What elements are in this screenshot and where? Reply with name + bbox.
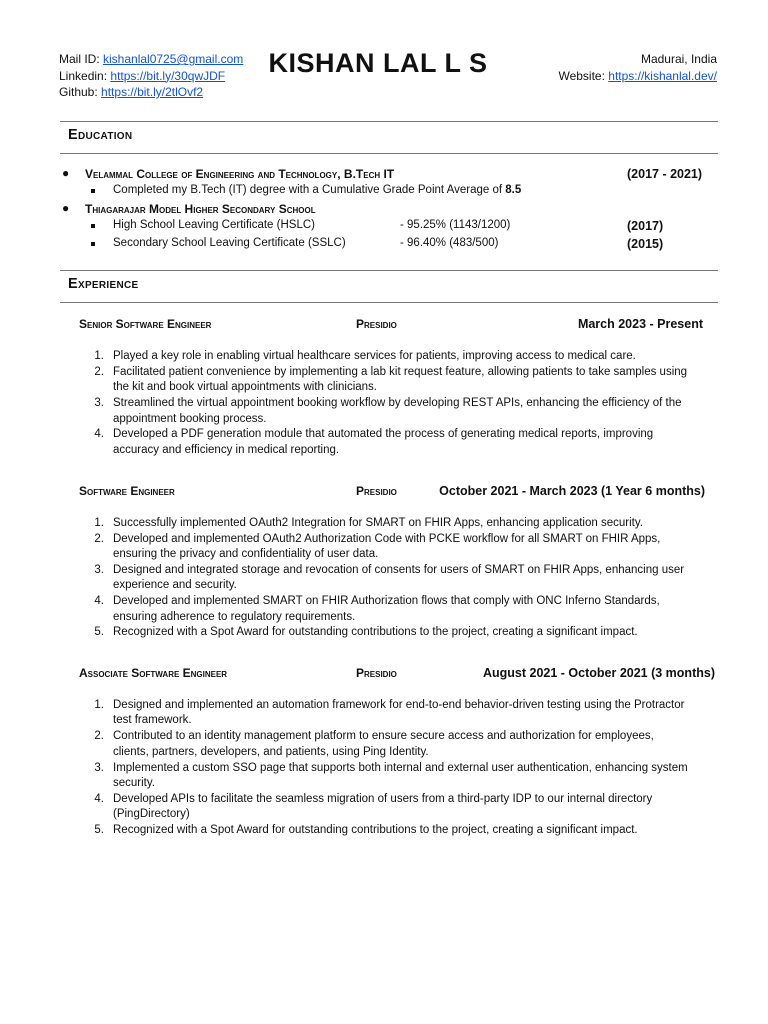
candidate-name: KISHAN LAL L S [268, 48, 488, 78]
website-label: Website: [558, 68, 605, 83]
experience-heading: Experience [68, 276, 139, 292]
job-role: Software Engineer [79, 484, 175, 498]
linkedin-link[interactable]: https://bit.ly/30qwJDF [110, 68, 226, 83]
divider [60, 302, 718, 303]
sslc-score: - 96.40% (483/500) [400, 237, 499, 249]
contact-right [558, 51, 717, 84]
github-label: Github: [59, 85, 98, 99]
hslc-score: - 95.25% (1143/1200) [400, 219, 511, 231]
college-years: (2017 - 2021) [627, 167, 703, 181]
hslc-year: (2017) [627, 219, 664, 233]
square-bullet-icon [91, 224, 95, 228]
divider [60, 270, 718, 271]
square-bullet-icon [91, 189, 95, 193]
college-detail [113, 184, 521, 196]
linkedin-label: Linkedin: [59, 68, 108, 83]
job-role: Senior Software Engineer [79, 317, 212, 331]
college-name: Velammal College of Engineering and Technology, B.Tech IT [85, 167, 395, 181]
square-bullet-icon [91, 242, 95, 246]
job-dates: March 2023 - Present [577, 317, 703, 331]
job-company: Presidio [356, 666, 397, 680]
job-dates: August 2021 - October 2021 (3 months) [482, 666, 715, 680]
college-detail-text: Completed my B.Tech (IT) degree with a Cumulative Grade Point Average of [113, 184, 503, 196]
website-row [558, 68, 717, 85]
location: Madurai, India [640, 52, 717, 66]
mail-link[interactable]: kishanlal0725@gmail.com [103, 52, 244, 66]
divider [60, 153, 718, 154]
college-cgpa: 8.5 [505, 184, 522, 196]
sslc-label: Secondary School Leaving Certificate (SSLC) [113, 237, 346, 249]
bullet-icon: ● [62, 166, 70, 180]
job-company: Presidio [356, 484, 397, 498]
hslc-label: High School Leaving Certificate (HSLC) [113, 219, 315, 231]
website-link[interactable]: https://kishanlal.dev/ [608, 68, 717, 83]
github-link[interactable]: https://bit.ly/2tlOvf2 [101, 85, 204, 99]
bullet-icon: ● [62, 201, 70, 215]
job-company: Presidio [356, 317, 397, 331]
github-row [59, 84, 243, 101]
job-role: Associate Software Engineer [79, 666, 228, 680]
sslc-year: (2015) [627, 237, 664, 251]
mail-label: Mail ID: [59, 52, 100, 66]
school-name: Thiagarajar Model Higher Secondary School [85, 202, 316, 216]
education-heading: Education [68, 127, 133, 143]
divider [60, 121, 718, 122]
job-dates: October 2021 - March 2023 (1 Year 6 months) [439, 484, 705, 498]
